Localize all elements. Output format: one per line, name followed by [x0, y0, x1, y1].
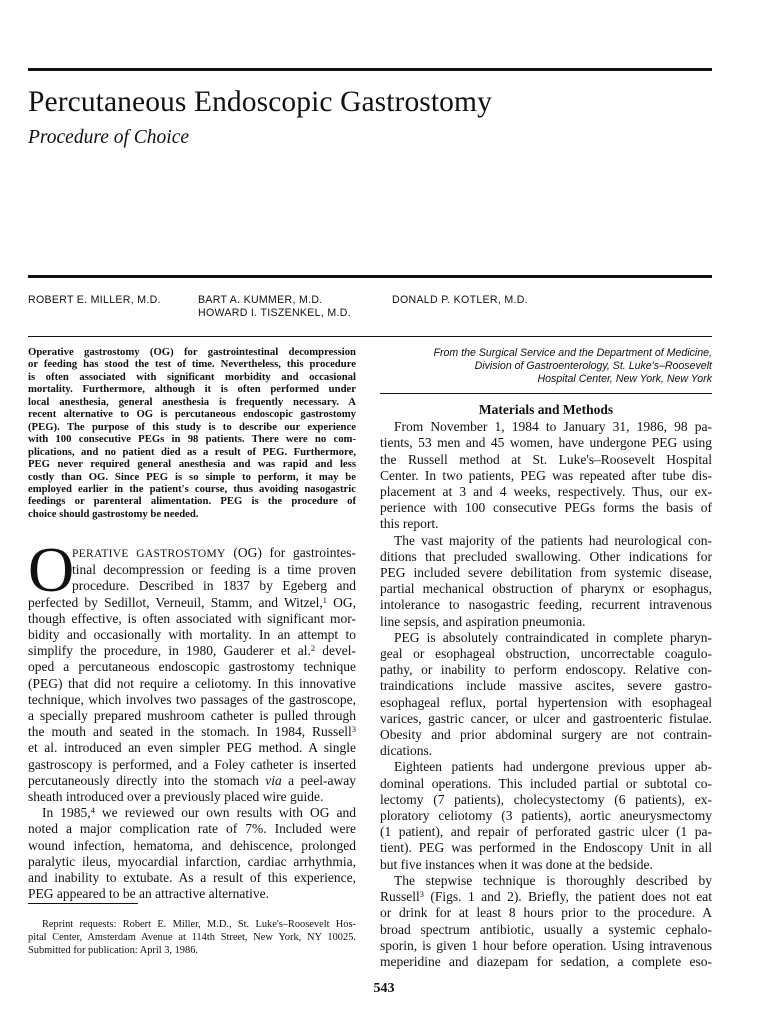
intro-line [28, 545, 356, 562]
methods-text: (Figs. 1 and 2). Briefly, the patient does not eat [423, 889, 712, 905]
intro-text: we reviewed our own results with OG and [94, 805, 357, 821]
methods-line: varices, gastric cancer, or ulcer and gastroenteric fistulae. [380, 710, 712, 726]
author-name: DONALD P. KOTLER, M.D. [392, 294, 528, 306]
methods-line: but five instances when it was done at the bedside. [380, 856, 653, 872]
article-title: Percutaneous Endoscopic Gastrostomy [28, 86, 492, 118]
intro-line [28, 643, 356, 659]
footnote-rule [28, 903, 138, 904]
footnote-line: pital Center, Amsterdam Avenue at 114th Street, New York, NY 10025. [28, 932, 356, 943]
intro-first-rest: (OG) for gastrointes- [225, 545, 357, 560]
affiliation-line: Division of Gastroenterology, St. Luke's–Roosevelt [474, 360, 712, 373]
intro-text: a peel-away [281, 772, 356, 788]
methods-line: sporin, is given 1 hour before operation. Using intravenous [380, 937, 712, 953]
intro-line [28, 773, 356, 789]
methods-line: placement at 3 and 4 weeks, respectively. Thus, our ex- [380, 484, 712, 500]
abstract-line: (PEG). The purpose of this study is to describe our experience [28, 420, 356, 433]
abstract-line: or feeding has stood the test of time. Nevertheless, this procedure [28, 358, 356, 371]
methods-line: (1 patient), and repair of perforated gastric ulcer (1 pa- [380, 824, 712, 840]
ref-superscript: 4 [90, 806, 95, 816]
methods-line: The vast majority of the patients had neurological con- [394, 532, 712, 548]
intro-line: though effective, is often associated with significant mor- [28, 610, 356, 626]
abstract-line: employed earlier in the patient's course, thus avoiding nasogastric [28, 482, 356, 495]
ref-superscript: 3 [351, 725, 356, 735]
ref-superscript: 3 [419, 890, 424, 900]
intro-line: (PEG) that did not require a celiotomy. In this innovative [28, 675, 356, 691]
methods-line: pathy, or inability to perform endoscopy. Relative con- [380, 662, 712, 678]
methods-line: broad spectrum antibiotic, usually a systemic cephalo- [380, 921, 712, 937]
methods-column [380, 402, 712, 970]
methods-line: From November 1, 1984 to January 31, 1986, 98 pa- [394, 419, 712, 435]
methods-line: ploratory celiotomy (3 patients), aortic aneurysmectomy [380, 808, 712, 824]
abstract-line: feedings or parenteral alimentation. PEG is the procedure of [28, 495, 356, 508]
intro-line [28, 805, 356, 821]
affiliation-rule [380, 393, 712, 394]
methods-line: tients, 53 men and 45 women, have undergone PEG using [380, 435, 712, 451]
intro-line: noted a major complication rate of 7%. Included were [28, 821, 356, 837]
top-rule [28, 68, 712, 71]
abstract-line: costly than OG. Since PEG is so simple to perform, it may be [28, 470, 356, 483]
intro-line: bidity and occasionally with mortality. In an attempt to [28, 627, 356, 643]
methods-body [380, 419, 712, 873]
intro-line: et al. introduced an even simpler PEG method. A single [28, 740, 356, 756]
ref-superscript: 2 [310, 644, 316, 654]
methods-line: tient). PEG was performed in the Endoscopy Unit in all [380, 840, 712, 856]
methods-line: this report. [380, 516, 439, 532]
intro-line: sheath introduced over a previously placed wire guide. [28, 789, 324, 805]
intro-line: paralytic ileus, myocardial infarction, cardiac arrhythmia, [28, 853, 356, 869]
intro-column [28, 545, 356, 902]
affiliation-line: From the Surgical Service and the Department of Medicine, [433, 347, 712, 359]
intro-line: a specially prepared mushroom catheter is pulled through [28, 708, 356, 724]
intro-text: the mouth and seated in the stomach. In 1984, Russell [28, 724, 352, 740]
methods-line: traindications include massive ascites, severe gastro- [380, 678, 712, 694]
header-rule [28, 275, 712, 278]
intro-smallcaps: PERATIVE GASTROSTOMY [72, 548, 226, 560]
author-name: ROBERT E. MILLER, M.D. [28, 294, 161, 306]
intro-line [28, 724, 356, 740]
methods-line: Eighteen patients had undergone previous upper ab- [394, 759, 712, 775]
methods-line: partial mechanical obstruction of pharynx or esophagus, [380, 581, 712, 597]
methods-line [380, 889, 712, 905]
authors-rule [28, 336, 712, 337]
methods-line: PEG included severe debilitation from systemic disease, [380, 565, 712, 581]
methods-line: Center. In two patients, PEG was repeated after tube dis- [380, 467, 712, 483]
affiliation [380, 347, 712, 387]
methods-line: line sepsis, and aspiration pneumonia. [380, 613, 586, 629]
intro-text: percutaneously directly into the stomach [28, 772, 266, 788]
methods-line: esophageal reflux, portal hypertension with esophageal [380, 694, 712, 710]
methods-line: The stepwise technique is thoroughly described by [394, 872, 712, 888]
intro-text: In 1985, [42, 805, 91, 821]
intro-line: PEG appeared to be an attractive alternative. [28, 886, 270, 902]
author-name: HOWARD I. TISZENKEL, M.D. [198, 307, 351, 319]
affiliation-line: Hospital Center, New York, New York [537, 373, 712, 386]
section-heading: Materials and Methods [478, 402, 614, 417]
intro-line: oped a percutaneous endoscopic gastrostomy technique [28, 659, 356, 675]
footnote-line: Reprint requests: Robert E. Miller, M.D., St. Luke's–Roosevelt Hos- [42, 919, 356, 930]
intro-text: OG, [326, 594, 357, 610]
abstract-line: local anesthesia, general anesthesia is frequently necessary. A [28, 395, 356, 408]
page-number: 543 [373, 981, 395, 996]
abstract-line: choice should gastrostomy be needed. [28, 507, 199, 520]
methods-line: or drink for at least 8 hours prior to the procedure. A [380, 905, 712, 921]
intro-line: gastroscopy is performed, and a Foley catheter is inserted [28, 756, 356, 772]
ref-superscript: 1 [322, 595, 327, 605]
intro-line: technique, which involves two passages of the gastroscope, [28, 691, 356, 707]
intro-line [28, 595, 356, 611]
footnote-line: Submitted for publication: April 3, 1986. [28, 945, 198, 956]
methods-line: perience with 100 consecutive PEGs forms the basis of [380, 500, 712, 516]
article-subtitle: Procedure of Choice [28, 127, 190, 148]
methods-line: geal or esophageal obstruction, uncorrectable coagulo- [380, 646, 712, 662]
intro-line: tinal decompression or feeding is a time proven [72, 562, 356, 578]
abstract-line: PEG never required general anesthesia and was rapid and less [28, 458, 356, 471]
methods-line: the Russell method at St. Luke's–Roosevelt Hospital [380, 451, 712, 467]
abstract-line: mortality. Furthermore, although it is often performed under [28, 383, 356, 396]
intro-line: procedure. Described in 1837 by Egeberg and [72, 578, 356, 594]
abstract-line: is often associated with significant morbidity and occasional [28, 370, 356, 383]
methods-line: ditions that precluded swallowing. Other indications for [380, 548, 712, 564]
intro-text: perfected by Sedillot, Verneuil, Stamm, and Witzel, [28, 594, 323, 610]
author-name: BART A. KUMMER, M.D. [198, 294, 323, 306]
methods-tail [380, 905, 712, 970]
abstract [28, 346, 356, 520]
methods-line: lectomy (7 patients), cholecystectomy (6 patients), ex- [380, 791, 712, 807]
abstract-line: Operative gastrostomy (OG) for gastrointestinal decompression [28, 346, 356, 358]
methods-line: dications. [380, 743, 433, 759]
intro-line: and inability to extubate. As a result of this experience, [28, 870, 356, 886]
intro-line: wound infection, hematoma, and dehiscence, prolonged [28, 837, 356, 853]
intro-text: simplify the procedure, in 1980, Gauderer et al. [28, 643, 311, 659]
methods-line: meperidine and diazepam for sedation, a complete eso- [380, 953, 712, 969]
methods-line: Obesity and prior abdominal surgery are not contrain- [380, 727, 712, 743]
intro-italic: via [265, 772, 282, 788]
abstract-line: recent alternative to OG is percutaneous endoscopic gastrostomy [28, 408, 356, 421]
intro-text: devel- [315, 643, 356, 659]
abstract-line: with 100 consecutive PEGs in 98 patients. There were no com- [28, 433, 356, 446]
methods-line: dominal operations. This included partial or subtotal co- [380, 775, 712, 791]
methods-line: PEG is absolutely contraindicated in complete pharyn- [394, 629, 712, 645]
footnote [28, 918, 356, 957]
abstract-line: plications, and no patient died as a result of PEG. Furthermore, [28, 445, 356, 458]
drop-cap: O [28, 534, 75, 605]
methods-line: intolerance to nasogastric feeding, recurrent intravenous [380, 597, 712, 613]
methods-text: Russell [380, 889, 420, 905]
